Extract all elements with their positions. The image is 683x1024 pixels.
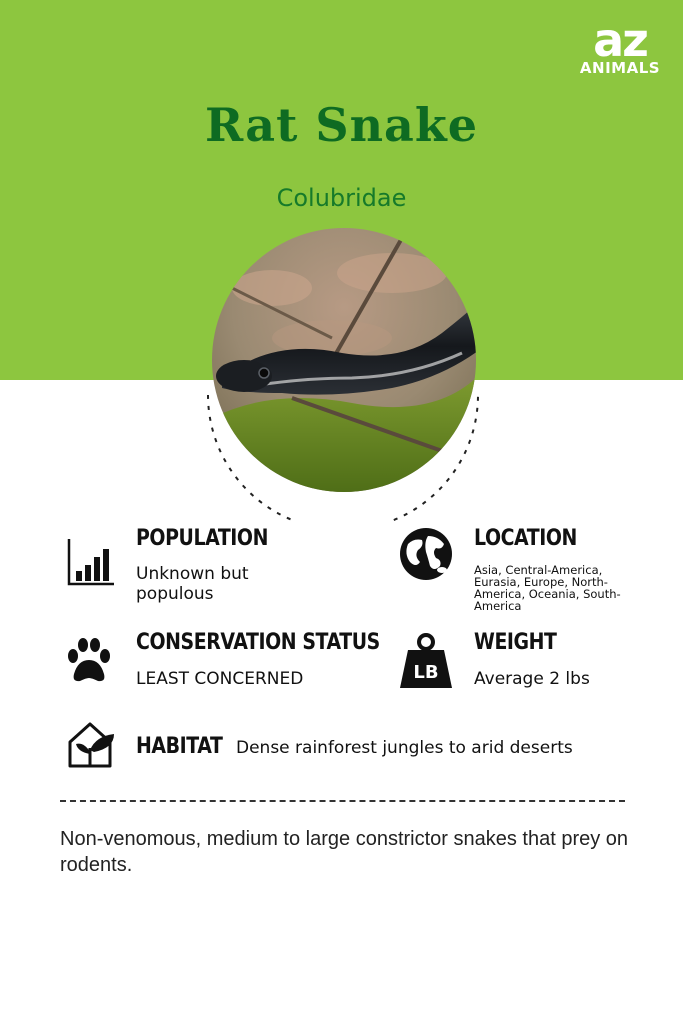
- logo-mark: az: [593, 13, 647, 67]
- weight-icon: [398, 632, 454, 695]
- habitat-value: Dense rainforest jungles to arid deserts: [236, 738, 573, 758]
- bar-chart-icon: [66, 537, 116, 592]
- conservation-value: LEAST CONCERNED: [136, 669, 304, 689]
- animal-title: Rat Snake: [205, 98, 478, 152]
- animal-description: Non-venomous, medium to large constrictor snakes that prey on rodents.: [60, 828, 629, 876]
- population-label: POPULATION: [136, 526, 268, 551]
- animal-family: Colubridae: [276, 184, 407, 212]
- weight-icon-text: LB: [413, 662, 439, 683]
- location-label: LOCATION: [474, 526, 577, 551]
- population-value: Unknown but populous: [136, 564, 249, 604]
- globe-icon: [398, 526, 454, 587]
- weight-label: WEIGHT: [474, 630, 557, 655]
- conservation-label: CONSERVATION STATUS: [136, 630, 380, 655]
- snake-photo: [212, 228, 476, 492]
- az-animals-logo[interactable]: [579, 13, 661, 77]
- paw-icon: [64, 636, 114, 691]
- weight-value: Average 2 lbs: [474, 669, 590, 689]
- house-plant-icon: [66, 720, 122, 775]
- dashed-divider: [60, 800, 625, 802]
- logo-text: ANIMALS: [579, 59, 661, 77]
- location-value: Asia, Central-America, Eurasia, Europe, North-America, Oceania, South-America: [474, 563, 621, 613]
- habitat-label: HABITAT: [136, 734, 223, 759]
